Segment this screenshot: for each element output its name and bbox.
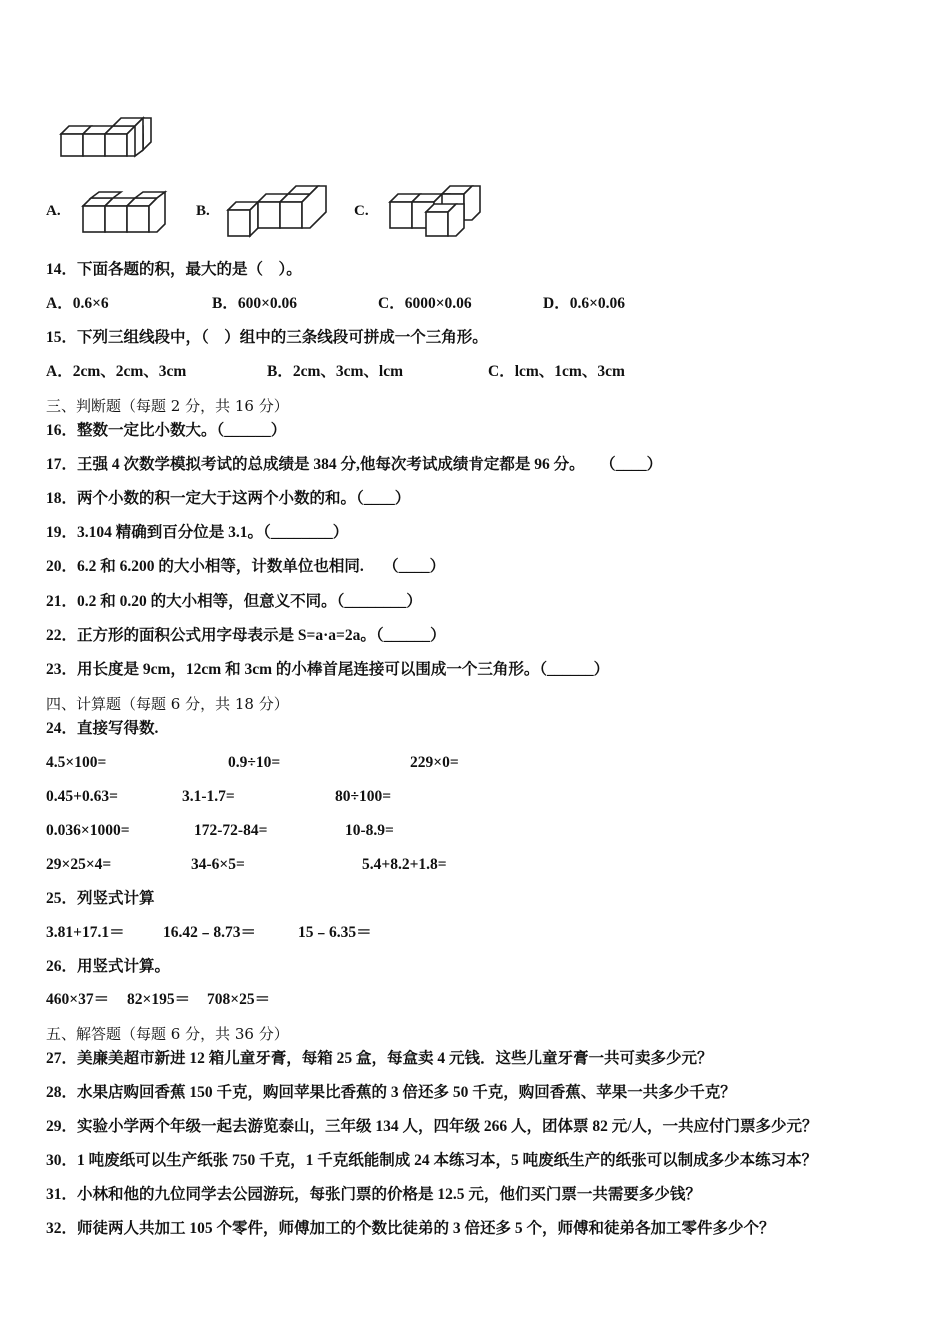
calc-item: 16.42﹣8.73＝ [163, 924, 257, 941]
option-a-label: A. [46, 203, 61, 219]
q14-option-a: A．0.6×6 [46, 295, 109, 312]
q14-option-d: D．0.6×0.06 [543, 295, 626, 312]
q29: 29．实验小学两个年级一起去游览泰山，三年级 134 人，四年级 266 人，团体票 82 元/人，一共应付门票多少元？ [46, 1118, 818, 1135]
calc-item: 80÷100= [335, 788, 392, 805]
q15-stem: 15．下列三组线段中，（ ）组中的三条线段可拼成一个三角形。 [46, 329, 488, 346]
reference-cube-figure [56, 112, 156, 162]
q15-option-a: A．2cm、2cm、3cm [46, 363, 187, 380]
q17: 17．王强 4 次数学模拟考试的总成绩是 384 分,他每次考试成绩肯定都是 96 分。 （____） [46, 456, 663, 473]
option-c-cube-figure [386, 182, 486, 240]
q20: 20．6.2 和 6.200 的大小相等，计数单位也相同. （____） [46, 558, 446, 575]
section-5-heading: 五、解答题（每题 6 分，共 36 分） [46, 1025, 289, 1043]
calc-item: 0.9÷10= [228, 754, 281, 771]
calc-item: 82×195＝ [127, 991, 191, 1008]
q18: 18．两个小数的积一定大于这两个小数的和。（____） [46, 490, 411, 507]
section-3-heading: 三、判断题（每题 2 分，共 16 分） [46, 397, 289, 415]
q26-stem: 26．用竖式计算。 [46, 958, 171, 975]
option-c-label: C. [354, 203, 369, 219]
q23: 23．用长度是 9cm，12cm 和 3cm 的小棒首尾连接可以围成一个三角形。（______） [46, 661, 610, 678]
q14-option-c: C．6000×0.06 [378, 295, 472, 312]
calc-item: 4.5×100= [46, 754, 107, 771]
option-a-cube-figure [78, 188, 178, 240]
q21: 21．0.2 和 0.20 的大小相等，但意义不同。（________） [46, 593, 422, 610]
calc-item: 5.4+8.2+1.8= [362, 856, 447, 873]
q31: 31．小林和他的九位同学去公园游玩，每张门票的价格是 12.5 元，他们买门票一共需要多少钱？ [46, 1186, 701, 1203]
q14-stem: 14．下面各题的积，最大的是（ ）。 [46, 261, 302, 278]
q15-option-b: B．2cm、3cm、lcm [267, 363, 404, 380]
q19: 19．3.104 精确到百分位是 3.1。（________） [46, 524, 349, 541]
calc-item: 10-8.9= [345, 822, 394, 839]
q16: 16．整数一定比小数大。（______） [46, 422, 287, 439]
section-4-heading: 四、计算题（每题 6 分，共 18 分） [46, 695, 289, 713]
q30: 30．1 吨废纸可以生产纸张 750 千克，1 千克纸能制成 24 本练习本，5 吨废纸生产的纸张可以制成多少本练习本？ [46, 1152, 818, 1169]
calc-item: 3.1-1.7= [182, 788, 235, 805]
option-b-cube-figure [224, 182, 334, 240]
q14-option-b: B．600×0.06 [212, 295, 298, 312]
calc-item: 3.81+17.1＝ [46, 924, 125, 941]
calc-item: 29×25×4= [46, 856, 112, 873]
q27: 27．美廉美超市新进 12 箱儿童牙膏，每箱 25 盒，每盒卖 4 元钱．这些儿童牙膏一共可卖多少元？ [46, 1050, 713, 1067]
q24-stem: 24．直接写得数. [46, 720, 159, 737]
calc-item: 0.036×1000= [46, 822, 130, 839]
q22: 22．正方形的面积公式用字母表示是 S=a·a=2a。（______） [46, 627, 446, 644]
calc-item: 15﹣6.35＝ [298, 924, 372, 941]
q25-stem: 25．列竖式计算 [46, 890, 155, 907]
q15-option-c: C．lcm、1cm、3cm [488, 363, 625, 380]
calc-item: 0.45+0.63= [46, 788, 118, 805]
option-b-label: B. [196, 203, 210, 219]
calc-item: 34-6×5= [191, 856, 245, 873]
calc-item: 460×37＝ [46, 991, 110, 1008]
q32: 32．师徒两人共加工 105 个零件，师傅加工的个数比徒弟的 3 倍还多 5 个，师傅和徒弟各加工零件多少个？ [46, 1220, 775, 1237]
calc-item: 708×25＝ [207, 991, 271, 1008]
calc-item: 229×0= [410, 754, 459, 771]
calc-item: 172-72-84= [194, 822, 268, 839]
q28: 28．水果店购回香蕉 150 千克，购回苹果比香蕉的 3 倍还多 50 千克，购回香蕉、苹果一共多少千克？ [46, 1084, 736, 1101]
